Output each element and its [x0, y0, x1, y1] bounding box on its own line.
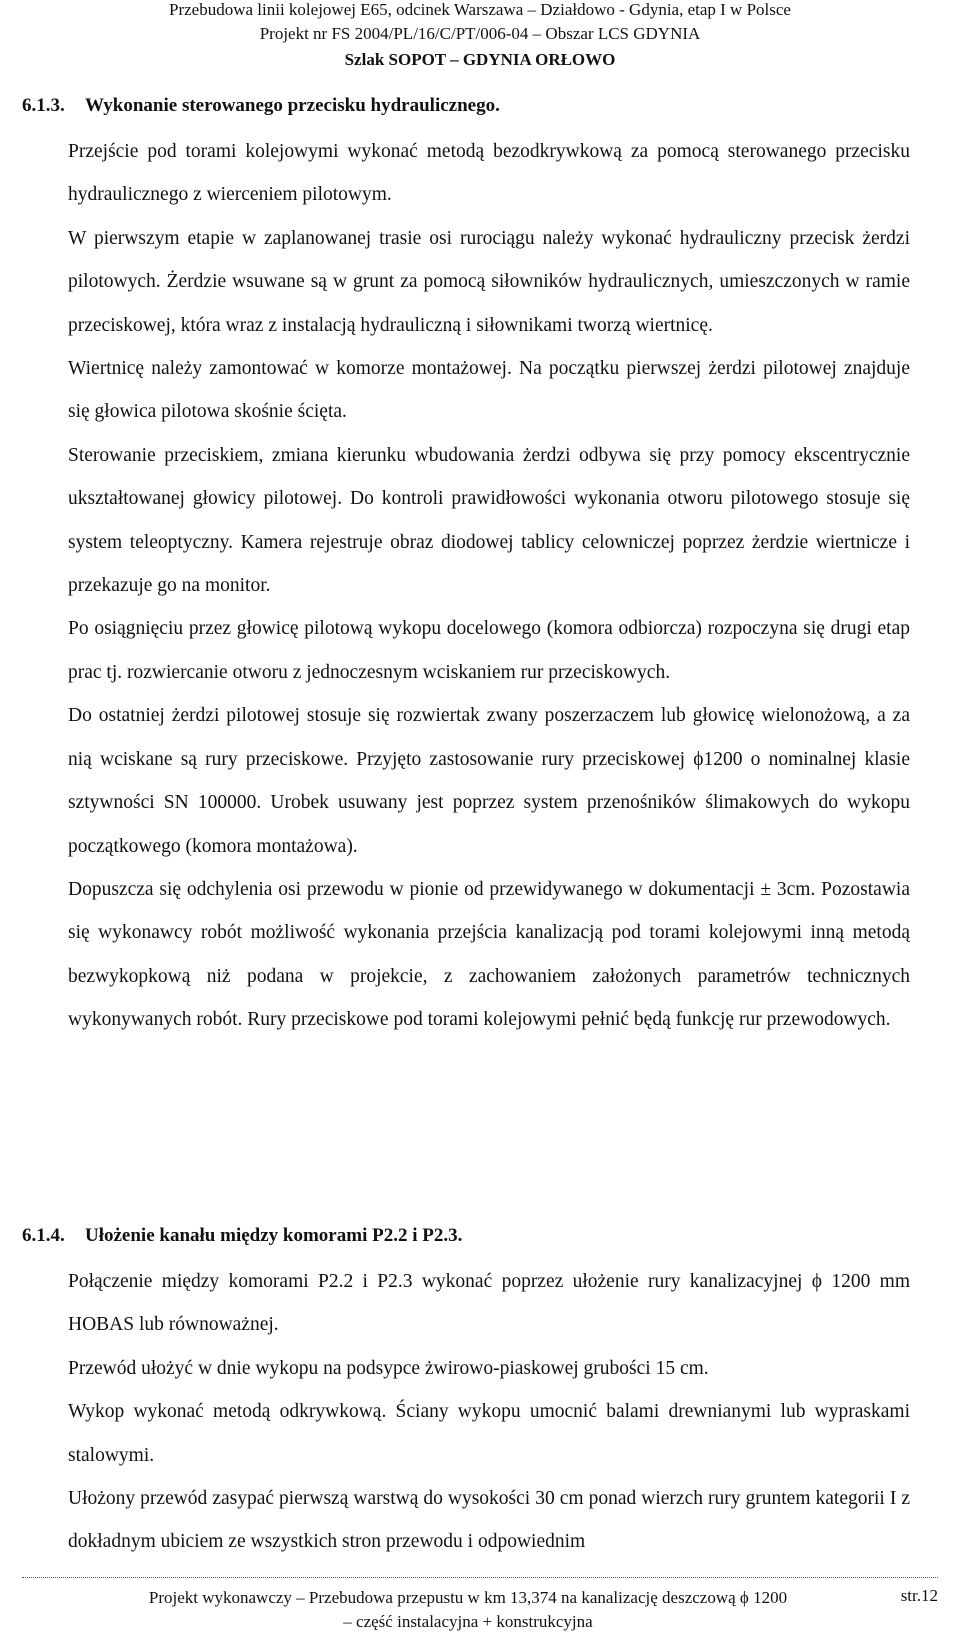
- paragraph: Po osiągnięciu przez głowicę pilotową wykopu docelowego (komora odbiorcza) rozpoczyna się drugi etap prac tj. rozwiercanie otworu z jednoczesnym wciskaniem rur przeciskowych.: [68, 618, 910, 683]
- footer-line-2: – część instalacyjna + konstrukcyjna: [343, 1612, 593, 1631]
- paragraph: W pierwszym etapie w zaplanowanej trasie osi rurociągu należy wykonać hydrauliczny przecisk żerdzi pilotowych. Żerdzie wsuwane są w grunt za pomocą siłowników hydraulicznych, umieszczonych w ramie przeciskowej, która wraz z instalacją hydrauliczną i siłownikami tworzą wiertnicę.: [68, 227, 910, 336]
- header-line-2: Projekt nr FS 2004/PL/16/C/PT/006-04 – Obszar LCS GDYNIA: [259, 24, 701, 43]
- header-line-1: Przebudowa linii kolejowej E65, odcinek Warszawa – Działdowo - Gdynia, etap I w Polsce: [169, 0, 791, 19]
- paragraph: Dopuszcza się odchylenia osi przewodu w pionie od przewidywanego w dokumentacji ± 3cm. Pozostawia się wykonawcy robót możliwość wykonania przejścia kanalizacją pod torami kolejowymi inną metodą bezwykopkową niż podana w projekcie, z zachowaniem założonych parametrów technicznych wykonywanych robót. Rury przeciskowe pod torami kolejowymi pełnić będą funkcję rur przewodowych.: [68, 878, 910, 1031]
- paragraph: Połączenie między komorami P2.2 i P2.3 wykonać poprzez ułożenie rury kanalizacyjnej ϕ 1200 mm HOBAS lub równoważnej.: [68, 1271, 910, 1336]
- section-body: [68, 1260, 910, 1564]
- footer: [68, 1586, 868, 1634]
- section-title: Ułożenie kanału między komorami P2.2 i P2.3.: [85, 1225, 463, 1246]
- paragraph: Do ostatniej żerdzi pilotowej stosuje się rozwiertak zwany poszerzaczem lub głowicę wielonożową, a za nią wciskane są rury przeciskowe. Przyjęto zastosowanie rury przeciskowej ϕ1200 o nominalnej klasie sztywności SN 100000. Urobek usuwany jest poprzez system przenośników ślimakowych do wykopu początkowego (komora montażowa).: [68, 705, 910, 857]
- paragraph: Sterowanie przeciskiem, zmiana kierunku wbudowania żerdzi odbywa się przy pomocy ekscentrycznie ukształtowanej głowicy pilotowej. Do kontroli prawidłowości wykonania otworu pilotowego stosuje się system teleoptyczny. Kamera rejestruje obraz diodowej tablicy celowniczej poprzez żerdzie wiertnicze i przekazuje go na monitor.: [68, 444, 910, 597]
- paragraph: Ułożony przewód zasypać pierwszą warstwą do wysokości 30 cm ponad wierzch rury gruntem kategorii I z dokładnym ubiciem ze wszystkich stron przewodu i odpowiednim: [68, 1488, 910, 1553]
- paragraph: Przewód ułożyć w dnie wykopu na podsypce żwirowo-piaskowej grubości 15 cm.: [68, 1357, 709, 1379]
- page-number: str.12: [900, 1586, 938, 1605]
- section-number: 6.1.4.: [22, 1225, 65, 1246]
- paragraph: Wiertnicę należy zamontować w komorze montażowej. Na początku pierwszej żerdzi pilotowej znajduje się głowica pilotowa skośnie ścięta.: [68, 358, 910, 423]
- section-title: Wykonanie sterowanego przecisku hydraulicznego.: [85, 95, 500, 116]
- section-body: [68, 130, 910, 1042]
- section-heading: [22, 95, 500, 117]
- footer-divider: [22, 1577, 938, 1578]
- section-heading: [22, 1225, 462, 1247]
- header-line-3: Szlak SOPOT – GDYNIA ORŁOWO: [344, 50, 616, 69]
- footer-line-1: Projekt wykonawczy – Przebudowa przepustu w km 13,374 na kanalizację deszczową ϕ 1200: [148, 1588, 788, 1607]
- paragraph: Przejście pod torami kolejowymi wykonać metodą bezodkrywkową za pomocą sterowanego przecisku hydraulicznego z wierceniem pilotowym.: [68, 141, 910, 206]
- section-number: 6.1.3.: [22, 95, 65, 116]
- paragraph: Wykop wykonać metodą odkrywkową. Ściany wykopu umocnić balami drewnianymi lub wypraskami stalowymi.: [68, 1401, 910, 1466]
